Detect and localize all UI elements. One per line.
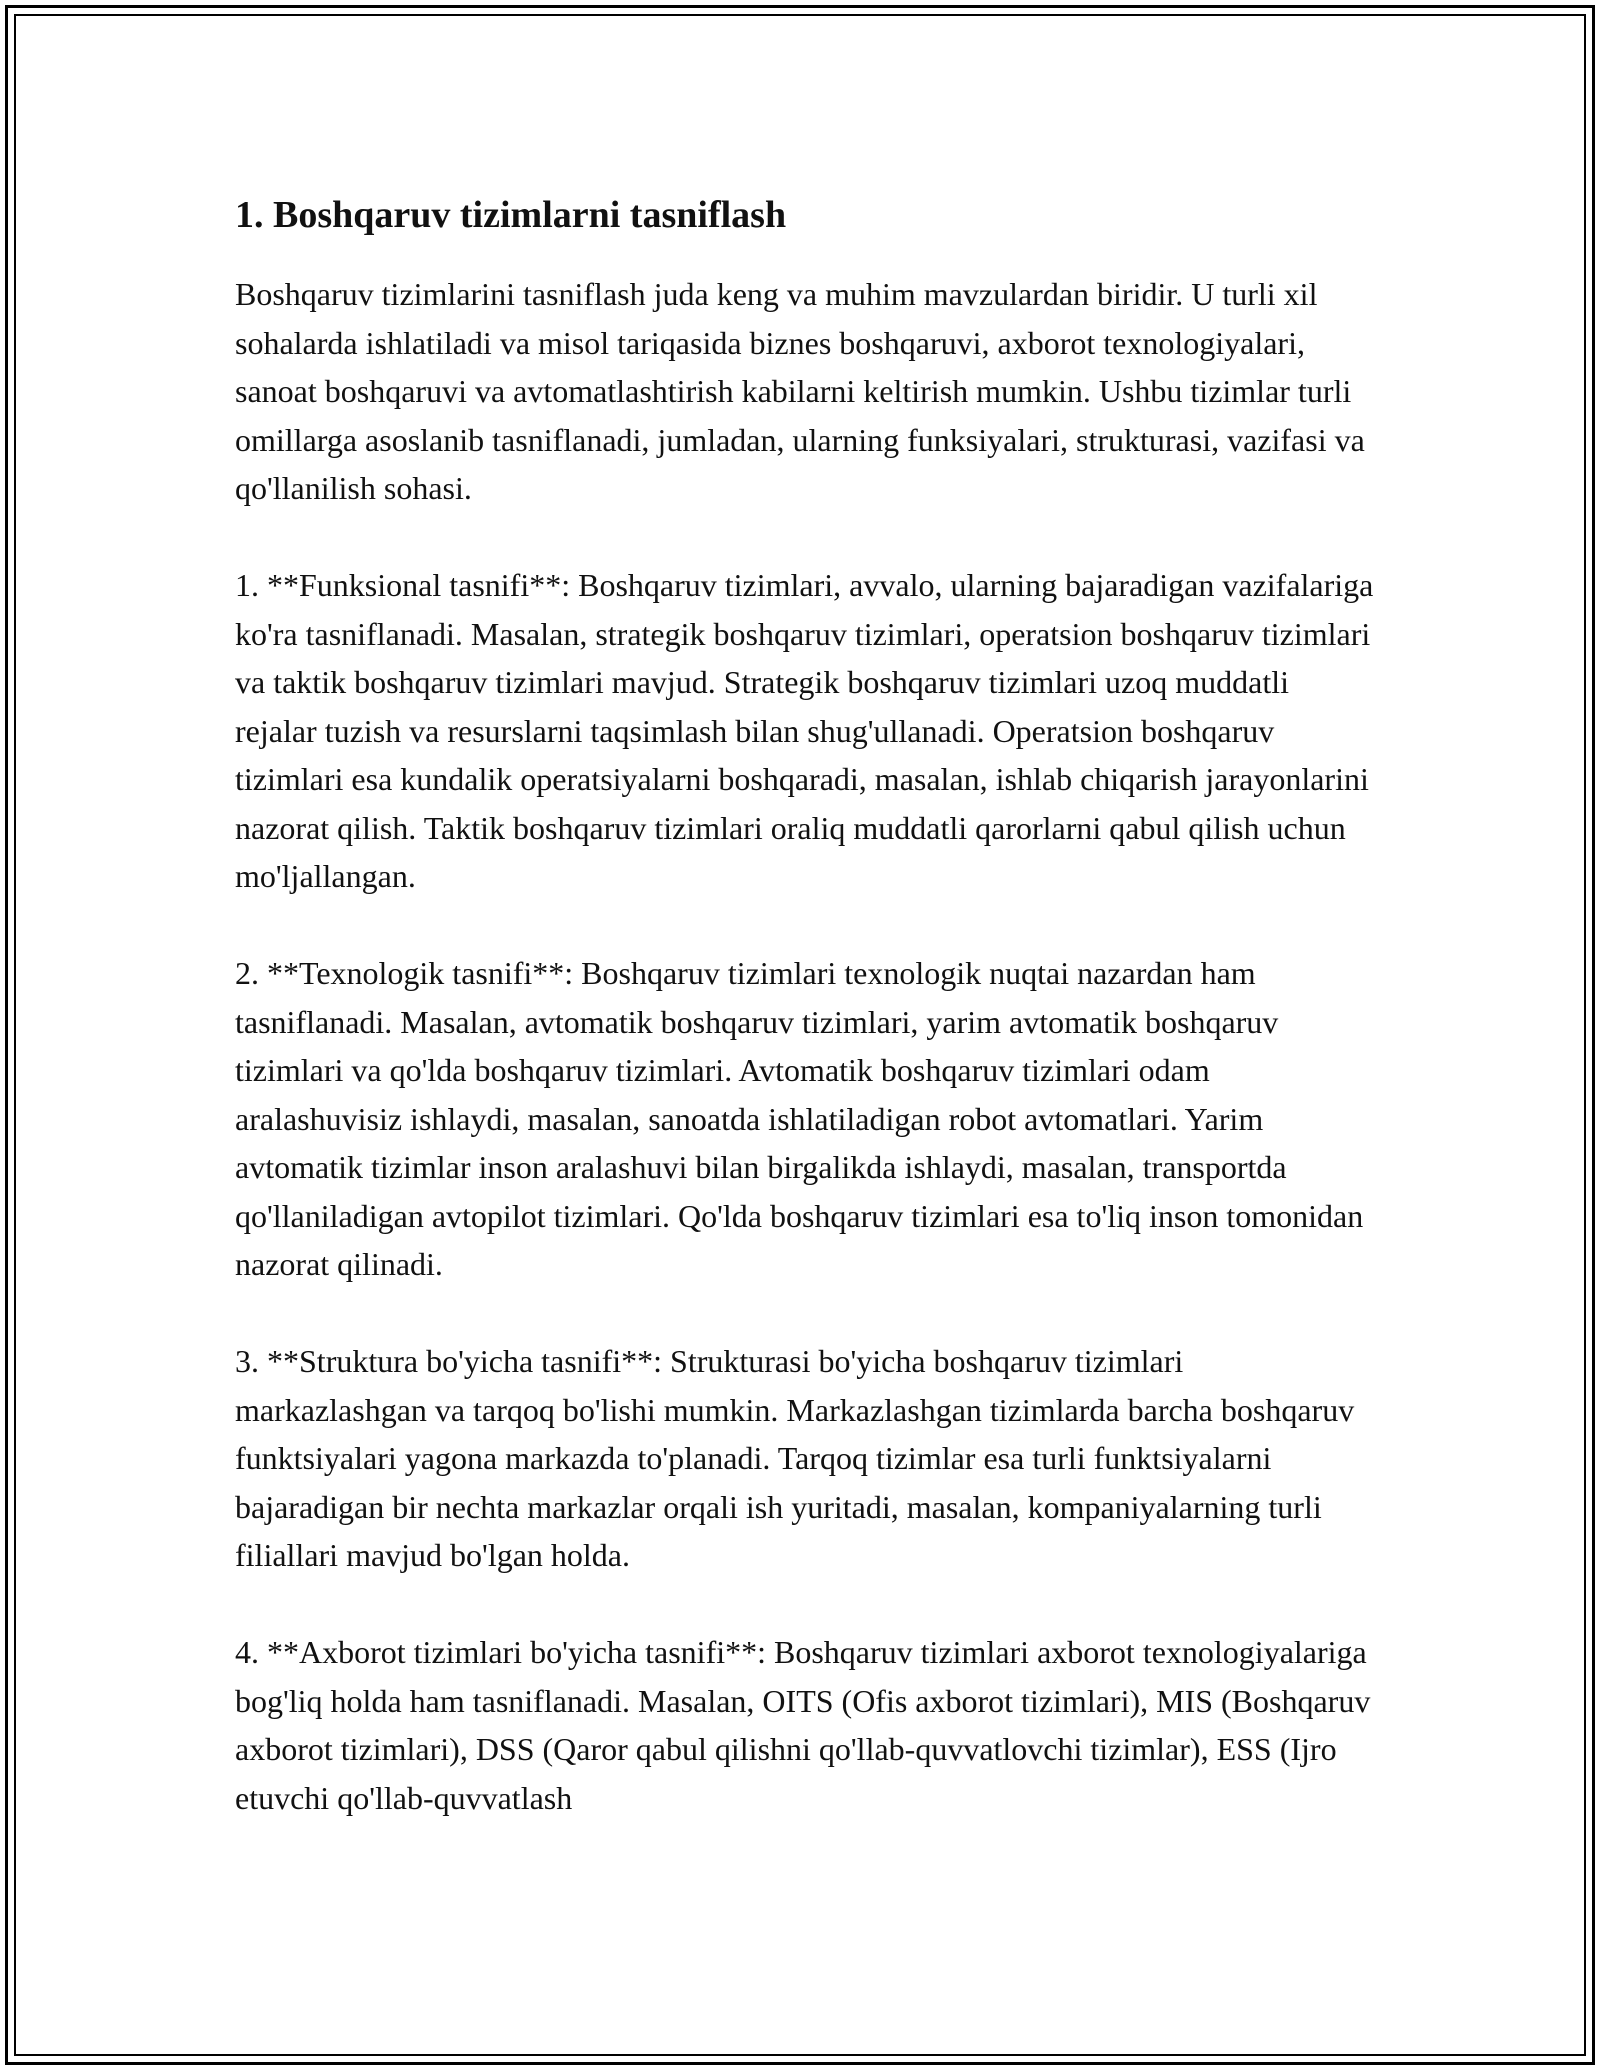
- paragraph-intro: Boshqaruv tizimlarini tasniflash juda keng va muhim mavzulardan biridir. U turli xil sohalarda ishlatiladi va misol tariqasida biznes boshqaruvi, axborot texnologiyalari, sanoat boshqaruvi va avtomatlashtirish kabilarni keltirish mumkin. Ushbu tizimlar turli omillarga asoslanib tasniflanadi, jumladan, ularning funksiyalari, strukturasi, vazifasi va qo'llanilish sohasi.: [235, 276, 1365, 506]
- page-title: 1. Boshqaruv tizimlarni tasniflash: [235, 194, 787, 236]
- document-content: [235, 188, 1375, 1871]
- paragraph-functional: 1. **Funksional tasnifi**: Boshqaruv tizimlari, avvalo, ularning bajaradigan vazifalariga ko'ra tasniflanadi. Masalan, strategik boshqaruv tizimlari, operatsion boshqaruv tizimlari va taktik boshqaruv tizimlari mavjud. Strategik boshqaruv tizimlari uzoq muddatli rejalar tuzish va resurslarni taqsimlash bilan shug'ullanadi. Operatsion boshqaruv tizimlari esa kundalik operatsiyalarni boshqaradi, masalan, ishlab chiqarish jarayonlarini nazorat qilish. Taktik boshqaruv tizimlari oraliq muddatli qarorlarni qabul qilish uchun mo'ljallangan.: [235, 567, 1374, 894]
- paragraph-technological: 2. **Texnologik tasnifi**: Boshqaruv tizimlari texnologik nuqtai nazardan ham tasniflanadi. Masalan, avtomatik boshqaruv tizimlari, yarim avtomatik boshqaruv tizimlari va qo'lda boshqaruv tizimlari. Avtomatik boshqaruv tizimlari odam aralashuvisiz ishlaydi, masalan, sanoatda ishlatiladigan robot avtomatlari. Yarim avtomatik tizimlar inson aralashuvi bilan birgalikda ishlaydi, masalan, transportda qo'llaniladigan avtopilot tizimlari. Qo'lda boshqaruv tizimlari esa to'liq inson tomonidan nazorat qilinadi.: [235, 955, 1364, 1282]
- paragraph-information-systems: 4. **Axborot tizimlari bo'yicha tasnifi**: Boshqaruv tizimlari axborot texnologiyalariga bog'liq holda ham tasniflanadi. Masalan, OITS (Ofis axborot tizimlari), MIS (Boshqaruv axborot tizimlari), DSS (Qaror qabul qilishni qo'llab-quvvatlovchi tizimlar), ESS (Ijro etuvchi qo'llab-quvvatlash: [235, 1634, 1371, 1816]
- paragraph-structural: 3. **Struktura bo'yicha tasnifi**: Strukturasi bo'yicha boshqaruv tizimlari markazlashgan va tarqoq bo'lishi mumkin. Markazlashgan tizimlarda barcha boshqaruv funktsiyalari yagona markazda to'planadi. Tarqoq tizimlar esa turli funktsiyalarni bajaradigan bir nechta markazlar orqali ish yuritadi, masalan, kompaniyalarning turli filiallari mavjud bo'lgan holda.: [235, 1343, 1355, 1573]
